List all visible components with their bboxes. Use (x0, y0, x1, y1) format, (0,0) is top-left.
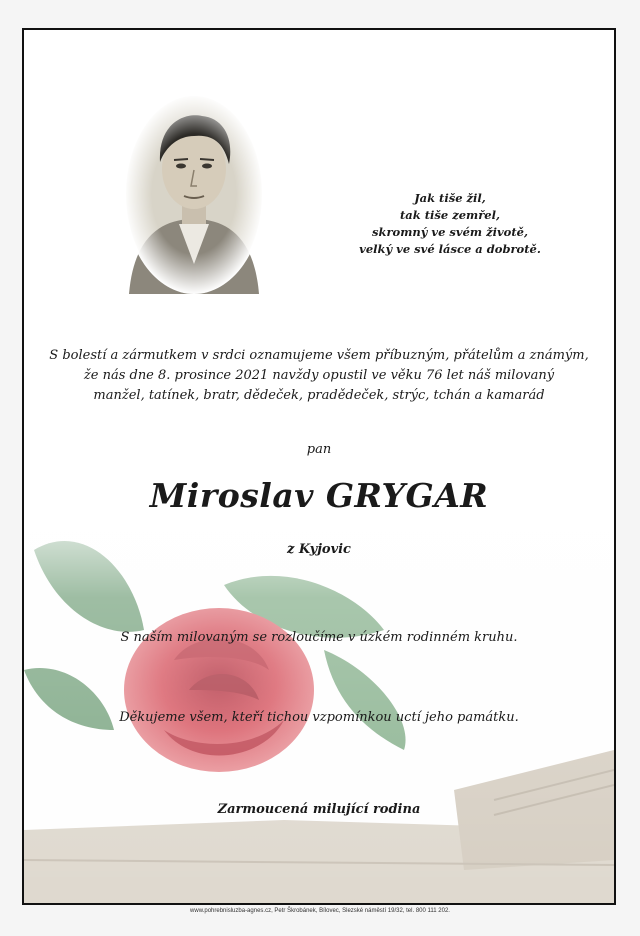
poem-line: Jak tiše žil, (414, 191, 486, 205)
farewell-text: S naším milovaným se rozloučíme v úzkém rodinném kruhu. (120, 630, 518, 645)
announcement-text (24, 346, 614, 406)
title-word: pan (306, 442, 332, 457)
thanks-text: Děkujeme všem, kteří tichou vzpomínkou uctí jeho památku. (119, 710, 519, 725)
deceased-name: Miroslav GRYGAR (149, 476, 489, 515)
poem-line: skromný ve svém životě, (372, 225, 528, 239)
document-frame (22, 28, 616, 905)
announcement-line: S bolestí a zármutkem v srdci oznamujeme všem příbuzným, přátelům a známým, (49, 348, 589, 363)
announcement-line: že nás dne 8. prosince 2021 navždy opustil ve věku 76 let náš milovaný (83, 368, 555, 383)
poem-line: velký ve své lásce a dobrotě. (359, 242, 541, 256)
rose-book-background (24, 30, 614, 903)
memorial-poem (340, 190, 560, 258)
origin-place: z Kyjovic (287, 542, 351, 557)
poem-line: tak tiše zemřel, (400, 208, 500, 222)
portrait-photo (124, 94, 264, 294)
funeral-service-footer: www.pohrebnisluzba-agnes.cz, Petr Škrobánek, Bílovec, Slezské náměstí 19/32, tel. 800 111 202. (190, 908, 450, 914)
announcement-line: manžel, tatínek, bratr, dědeček, pradědeček, strýc, tchán a kamarád (93, 388, 545, 403)
family-signature: Zarmoucená milující rodina (217, 802, 421, 817)
